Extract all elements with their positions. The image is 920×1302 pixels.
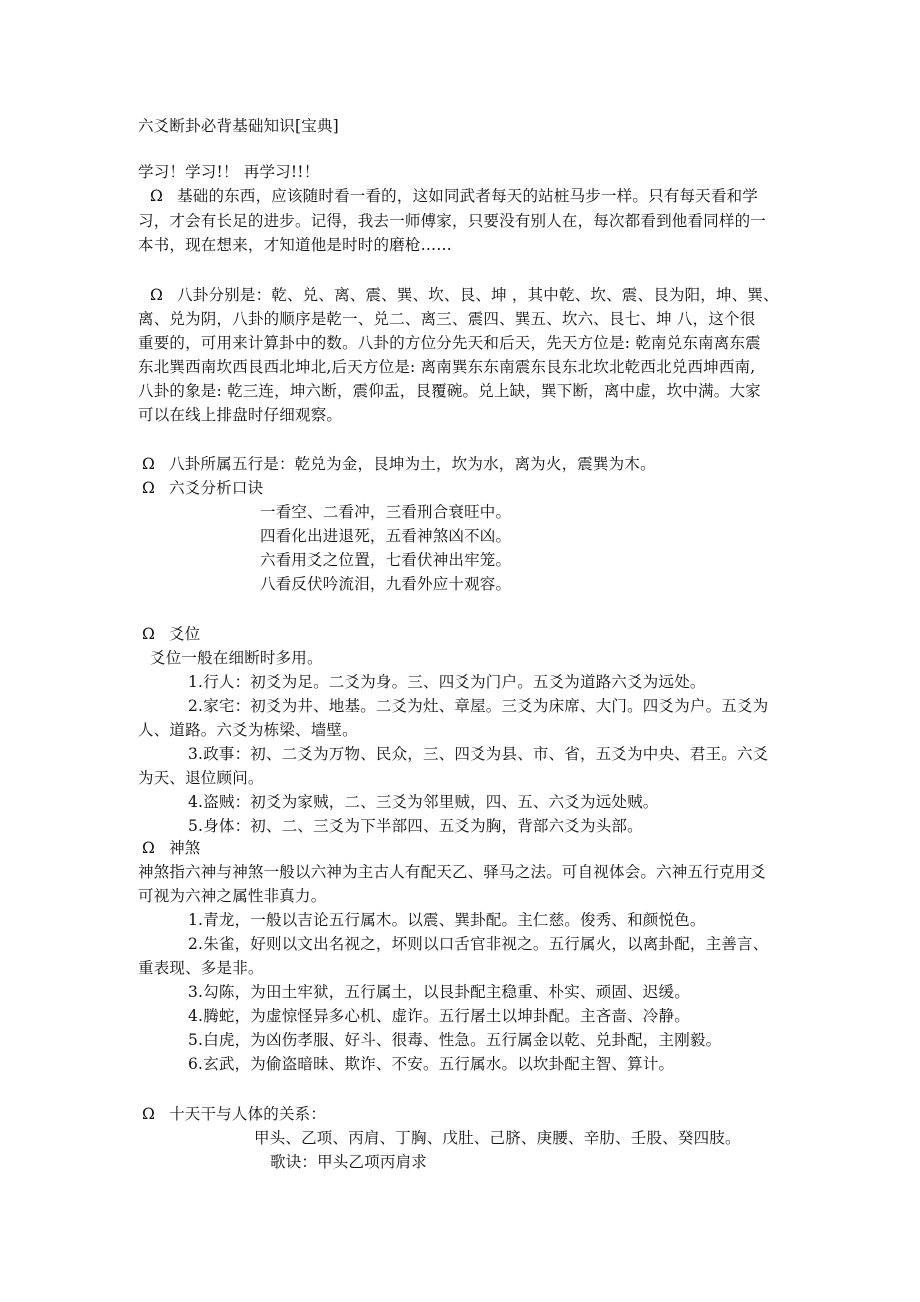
intro-line: 习，才会有长足的进步。记得，我去一师傅家，只要没有别人在，每次都看到他看同样的一 bbox=[138, 212, 767, 230]
omega-bullet-icon: Ω bbox=[150, 286, 164, 304]
yaowei-item: 3.政事：初、二爻为万物、民众，三、四爻为县、市、省，五爻为中央、君王。六爻 bbox=[188, 745, 769, 763]
gejue-line: 歌诀：甲头乙项丙肩求 bbox=[270, 1153, 428, 1171]
yaowei-item: 1.行人：初爻为足。二爻为身。三、四爻为门户。五爻为道路六爻为远处。 bbox=[188, 673, 706, 691]
poem-line: 四看化出进退死，五看神煞凶不凶。 bbox=[260, 527, 512, 545]
shensha-item: 1.青龙，一般以吉论五行属木。以震、巽卦配。主仁慈。俊秀、和颜悦色。 bbox=[188, 911, 706, 929]
bagua-line: 八卦的象是: 乾三连，坤六断，震仰盂，艮覆碗。兑上缺，巽下断，离中虚，坎中满。大家 bbox=[138, 382, 761, 400]
omega-bullet-icon: Ω bbox=[142, 839, 156, 857]
bagua-line: 可以在线上排盘时仔细观察。 bbox=[138, 406, 343, 424]
motto: 学习！学习!！ 再学习!!！ bbox=[138, 163, 320, 181]
intro-line: Ω 基础的东西，应该随时看一看的，这如同武者每天的站桩马步一样。只有每天看和学 bbox=[150, 184, 758, 208]
bagua-line: Ω 八卦分别是：乾、兑、离、震、巽、坎、艮、坤 ，其中乾、坎、震、艮为阳，坤、巽、 bbox=[150, 283, 779, 307]
shensha-heading: Ω 神煞 bbox=[142, 836, 200, 860]
yaowei-heading: Ω 爻位 bbox=[142, 622, 200, 646]
poem-line: 六看用爻之位置，七看伏神出牢笼。 bbox=[260, 551, 512, 569]
yaowei-item: 5.身体：初、二、三爻为下半部四、五爻为胸，背部六爻为头部。 bbox=[188, 817, 643, 835]
omega-bullet-icon: Ω bbox=[142, 455, 156, 473]
omega-bullet-icon: Ω bbox=[150, 187, 164, 205]
doc-title: 六爻断卦必背基础知识[宝典] bbox=[138, 117, 339, 135]
shensha-intro: 神煞指六神与神煞一般以六神为主古人有配天乙、驿马之法。可自视体会。六神五行克用爻 bbox=[138, 863, 767, 881]
yaowei-item: 2.家宅：初爻为井、地基。二爻为灶、章屋。三爻为床席、大门。四爻为户。五爻为 bbox=[188, 697, 769, 715]
omega-bullet-icon: Ω bbox=[142, 625, 156, 643]
shensha-intro: 可视为六神之属性非真力。 bbox=[138, 887, 327, 905]
analysis-heading: Ω 六爻分析口诀 bbox=[142, 476, 263, 500]
shensha-item: 4.腾蛇，为虚惊怪异多心机、虚诈。五行屠土以坤卦配。主吝啬、冷静。 bbox=[188, 1007, 690, 1025]
omega-bullet-icon: Ω bbox=[142, 479, 156, 497]
shensha-item: 3.勾陈，为田土牢狱，五行属土，以艮卦配主稳重、朴实、顽固、迟缓。 bbox=[188, 983, 690, 1001]
yaowei-item-cont: 人、道路。六爻为栋梁、墙壁。 bbox=[138, 721, 358, 739]
yaowei-intro: 爻位一般在细断时多用。 bbox=[150, 649, 323, 667]
yaowei-item: 4.盗贼：初爻为家贼，二、三爻为邻里贼，四、五、六爻为远处贼。 bbox=[188, 793, 659, 811]
tiangan-heading: Ω 十天干与人体的关系： bbox=[142, 1102, 326, 1126]
shensha-item: 2.朱雀，好则以文出名视之，坏则以口舌官非视之。五行属火，以离卦配，主善言、 bbox=[188, 935, 769, 953]
tiangan-line: 甲头、乙项、丙肩、丁胸、戊肚、己脐、庚腰、辛肋、壬股、癸四肢。 bbox=[254, 1129, 741, 1147]
bagua-line: 重要的，可用来计算卦中的数。八卦的方位分先天和后天，先天方位是: 乾南兑东南离东震 bbox=[138, 334, 761, 352]
wuxing-line: Ω 八卦所属五行是：乾兑为金，艮坤为土，坎为水，离为火，震巽为木。 bbox=[142, 452, 656, 476]
bagua-line: 离、兑为阴，八卦的顺序是乾一、兑二、离三、震四、巽五、坎六、艮七、坤 八，这个很 bbox=[138, 310, 756, 328]
poem-line: 一看空、二看冲，三看刑合衰旺中。 bbox=[260, 503, 512, 521]
poem-line: 八看反伏吟流泪，九看外应十观容。 bbox=[260, 575, 512, 593]
yaowei-item-cont: 为天、退位顾问。 bbox=[138, 769, 264, 787]
shensha-item: 5.白虎，为凶伤孝服、好斗、很毒、性急。五行属金以乾、兑卦配，主刚毅。 bbox=[188, 1031, 722, 1049]
bagua-line: 东北巽西南坎西艮西北坤北,后天方位是: 离南巽东东南震东艮东北坎北乾西北兑西坤西南, bbox=[138, 358, 756, 376]
omega-bullet-icon: Ω bbox=[142, 1105, 156, 1123]
shensha-item: 6.玄武，为偷盗暗昧、欺诈、不安。五行属水。以坎卦配主智、算计。 bbox=[188, 1055, 675, 1073]
shensha-item-cont: 重表现、多是非。 bbox=[138, 959, 264, 977]
intro-line: 本书，现在想来，才知道他是时时的磨枪…… bbox=[138, 236, 453, 254]
